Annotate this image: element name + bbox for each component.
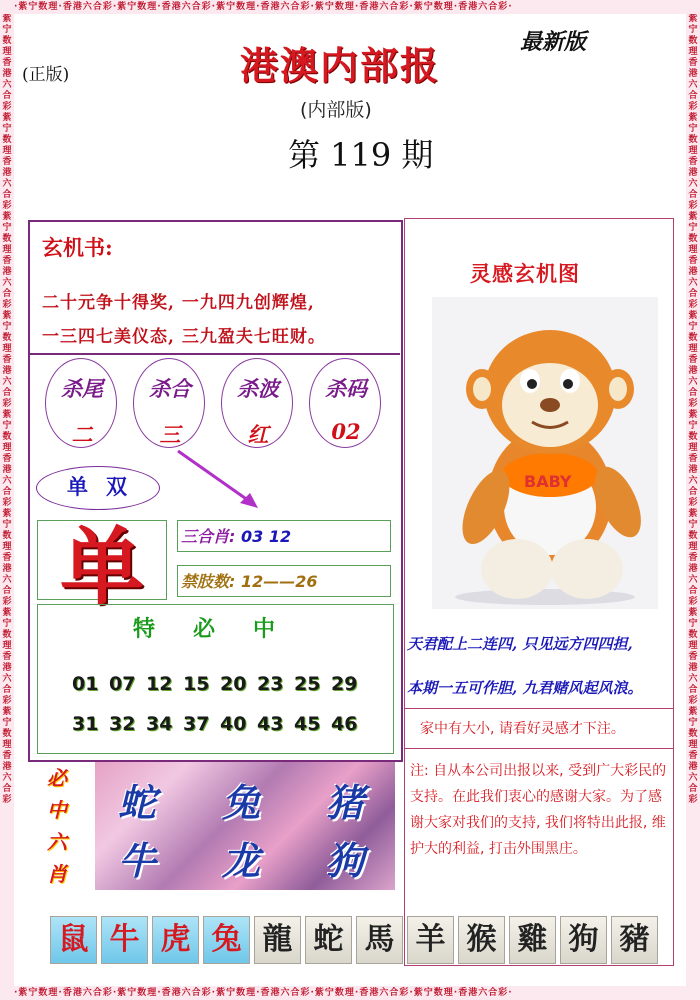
riddle-line: 二十元争十得奖, 一九四九创辉煌, <box>42 293 315 313</box>
zodiac-pick: 狗 <box>326 838 365 883</box>
number: 46 <box>331 713 358 735</box>
border-text-right: 紫宁数理香港六合彩紫宁数理香港六合彩紫宁数理香港六合彩紫宁数理香港六合彩紫宁数理香港六合彩紫宁数理香港六合彩紫宁数理香港六合彩紫宁数理香港六合彩 <box>688 14 698 805</box>
border-text-bottom: ·紫宁数理·香港六合彩·紫宁数理·香港六合彩·紫宁数理·香港六合彩·紫宁数理·香港六合彩·紫宁数理·香港六合彩· <box>14 988 513 998</box>
kill-combo-ellipse <box>133 358 205 448</box>
genuine-edition-label: (正版) <box>22 65 70 85</box>
forbidden-number-text <box>181 569 318 592</box>
three-combo-value: 03 12 <box>240 527 292 546</box>
kill-number-ellipse <box>309 358 381 448</box>
three-combo-label: 三合肖: <box>181 527 236 546</box>
number: 34 <box>146 713 173 735</box>
border-text-top: ·紫宁数理·香港六合彩·紫宁数理·香港六合彩·紫宁数理·香港六合彩·紫宁数理·香港六合彩·紫宁数理·香港六合彩· <box>14 2 513 12</box>
kill-wave-ellipse <box>221 358 293 448</box>
toy-shirt-text: BABY <box>524 472 572 491</box>
ellipse-value: 红 <box>247 422 269 447</box>
zodiac-tile-snake: 蛇 <box>305 916 352 964</box>
zodiac-pick: 兔 <box>222 780 261 825</box>
zodiac-tile-rat: 鼠 <box>50 916 97 964</box>
zodiac-tile-monkey: 猴 <box>458 916 505 964</box>
number: 40 <box>220 713 247 735</box>
ellipse-value: 二 <box>71 422 93 447</box>
divider <box>405 748 673 749</box>
number-row <box>72 713 368 735</box>
monkey-toy-icon <box>432 297 658 609</box>
number: 29 <box>331 673 358 695</box>
divider <box>405 708 673 709</box>
poem-line: 本期一五可作胆, 九君赌风起风浪。 <box>407 679 643 697</box>
ellipse-value: 三 <box>159 422 181 447</box>
betting-hint: 家中有大小, 请看好灵感才下注。 <box>420 721 625 737</box>
number: 20 <box>220 673 247 695</box>
poem-line: 天君配上二连四, 只见远方四四担, <box>407 635 633 653</box>
zodiac-tile-ox: 牛 <box>101 916 148 964</box>
vertical-char: 六 <box>47 830 67 854</box>
number: 45 <box>294 713 321 735</box>
zodiac-tile-dog: 狗 <box>560 916 607 964</box>
zodiac-tile-dragon: 龍 <box>254 916 301 964</box>
number: 12 <box>146 673 173 695</box>
border-text-left: 紫宁数理香港六合彩紫宁数理香港六合彩紫宁数理香港六合彩紫宁数理香港六合彩紫宁数理香港六合彩紫宁数理香港六合彩紫宁数理香港六合彩紫宁数理香港六合彩 <box>2 14 12 805</box>
zodiac-pick: 牛 <box>118 838 157 883</box>
latest-edition-label: 最新版 <box>520 29 587 55</box>
number: 01 <box>72 673 99 695</box>
zodiac-tile-rabbit: 兔 <box>203 916 250 964</box>
zodiac-strip <box>50 916 658 968</box>
number: 25 <box>294 673 321 695</box>
ellipse-label: 杀码 <box>325 376 367 401</box>
zodiac-pick: 猪 <box>326 780 365 825</box>
number: 37 <box>183 713 210 735</box>
forbidden-number-label: 禁肢数: <box>181 572 236 591</box>
number: 23 <box>257 673 284 695</box>
must-win-six-label <box>46 762 68 890</box>
divider <box>30 353 400 355</box>
issue-number: 第 119 期 <box>288 136 434 174</box>
number: 43 <box>257 713 284 735</box>
company-note: 注: 自从本公司出报以来, 受到广大彩民的支持。在此我们衷心的感谢大家。为了感谢大家对我们的支持, 我们将特出此报, 维护大的利益, 打击外围黑庄。 <box>410 763 667 857</box>
inspiration-title: 灵感玄机图 <box>470 261 580 286</box>
special-title: 特必中 <box>133 616 314 642</box>
arrow-icon <box>170 445 265 515</box>
zodiac-tile-tiger: 虎 <box>152 916 199 964</box>
page-subtitle: (内部版) <box>300 99 372 121</box>
vertical-char: 中 <box>47 798 67 822</box>
single-char: 单 <box>60 517 145 616</box>
forbidden-number-value: 12——26 <box>240 572 318 591</box>
three-combo-text <box>181 524 291 547</box>
zodiac-tile-goat: 羊 <box>407 916 454 964</box>
ellipse-label: 杀波 <box>237 376 279 401</box>
ellipse-label: 杀尾 <box>61 376 103 401</box>
page-title: 港澳内部报 <box>240 43 441 88</box>
vertical-char: 肖 <box>47 862 67 886</box>
monkey-toy-image <box>432 297 658 609</box>
ellipse-label: 杀合 <box>149 376 191 401</box>
number: 31 <box>72 713 99 735</box>
number-row <box>72 673 368 695</box>
riddle-title: 玄机书: <box>42 235 113 260</box>
ellipse-value: 02 <box>331 419 361 444</box>
vertical-char: 必 <box>47 766 67 790</box>
number: 15 <box>183 673 210 695</box>
riddle-line: 一三四七美仪态, 三九盈夫七旺财。 <box>42 327 326 347</box>
zodiac-tile-horse: 馬 <box>356 916 403 964</box>
zodiac-tile-pig: 豬 <box>611 916 658 964</box>
kill-tail-ellipse <box>45 358 117 448</box>
odd-even-ellipse: 单双 <box>36 466 160 510</box>
zodiac-pick: 龙 <box>222 838 261 883</box>
number: 07 <box>109 673 136 695</box>
zodiac-pick: 蛇 <box>118 780 157 825</box>
number: 32 <box>109 713 136 735</box>
zodiac-tile-rooster: 雞 <box>509 916 556 964</box>
